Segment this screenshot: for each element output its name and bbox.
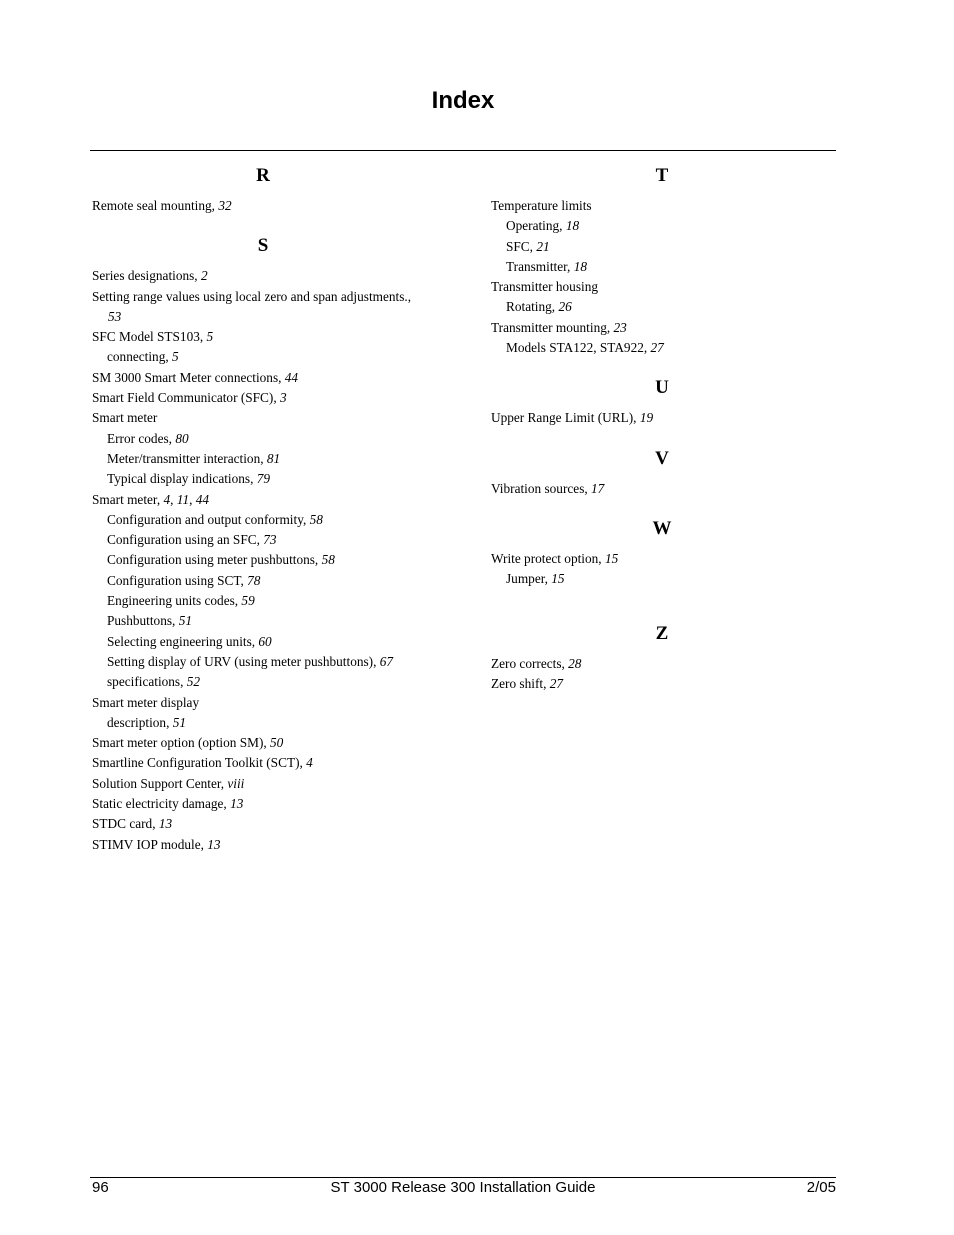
index-subentry: Configuration using an SFC, 73 — [107, 532, 277, 548]
index-subentry: Configuration using meter pushbuttons, 58 — [107, 552, 335, 568]
index-column-left — [92, 162, 462, 855]
index-entry: SFC Model STS103, 5 — [92, 329, 214, 345]
index-subentry: Setting display of URV (using meter pushbuttons), 67 — [107, 653, 394, 669]
index-entry: SM 3000 Smart Meter connections, 44 — [92, 369, 299, 385]
footer-page-number: 96 — [92, 1179, 109, 1196]
index-entry: Setting range values using local zero and span adjustments., 53 — [92, 288, 412, 324]
index-subentry: Jumper, 15 — [506, 571, 565, 587]
index-entry: Series designations, 2 — [92, 268, 208, 284]
footer-date: 2/05 — [806, 1179, 836, 1196]
header-rule — [90, 150, 836, 151]
index-entry: Zero shift, 27 — [491, 675, 564, 691]
index-entry: Static electricity damage, 13 — [92, 796, 244, 812]
letter-heading-z: Z — [655, 622, 669, 644]
index-subentry: Transmitter, 18 — [506, 258, 587, 274]
index-entry: STIMV IOP module, 13 — [92, 836, 221, 852]
index-subentry: connecting, 5 — [107, 349, 179, 365]
index-subentry: Rotating, 26 — [506, 299, 572, 315]
index-subentry: Models STA122, STA922, 27 — [506, 340, 664, 356]
index-subentry: Engineering units codes, 59 — [107, 593, 255, 609]
index-subentry: Meter/transmitter interaction, 81 — [107, 450, 281, 466]
index-entry: Smartline Configuration Toolkit (SCT), 4 — [92, 755, 313, 771]
index-entry: Smart meter display — [92, 694, 200, 710]
index-entry: Vibration sources, 17 — [491, 480, 605, 496]
index-subentry: SFC, 21 — [506, 238, 550, 254]
index-entry: Remote seal mounting, 32 — [92, 198, 232, 213]
index-entry: Smart Field Communicator (SFC), 3 — [92, 390, 287, 406]
letter-heading-u: U — [655, 377, 669, 399]
index-entry: Write protect option, 15 — [491, 550, 619, 566]
index-entry: Transmitter mounting, 23 — [491, 319, 627, 335]
index-entry: Smart meter — [92, 410, 158, 426]
index-subentry: Error codes, 80 — [107, 430, 189, 446]
letter-heading-s: S — [257, 235, 269, 257]
index-entry: Transmitter housing — [491, 279, 598, 295]
index-entry: Temperature limits — [491, 198, 592, 213]
letter-heading-w: W — [652, 517, 672, 539]
index-subentry: description, 51 — [107, 714, 187, 730]
index-subentry: Configuration and output conformity, 58 — [107, 511, 323, 527]
index-subentry: Selecting engineering units, 60 — [107, 633, 272, 649]
index-entry: Zero corrects, 28 — [491, 655, 582, 671]
index-entry: Smart meter option (option SM), 50 — [92, 735, 284, 751]
index-subentry: Typical display indications, 79 — [107, 471, 271, 487]
index-entry: Smart meter, 4, 11, 44 — [92, 491, 210, 507]
letter-heading-v: V — [655, 447, 669, 469]
page-title: Index — [431, 87, 495, 114]
index-column-right — [491, 162, 836, 694]
footer-doc-title: ST 3000 Release 300 Installation Guide — [330, 1179, 596, 1196]
index-subentry: Configuration using SCT, 78 — [107, 572, 261, 588]
letter-heading-t: T — [655, 165, 669, 186]
index-entry: Solution Support Center, viii — [92, 775, 245, 791]
letter-heading-r: R — [256, 165, 270, 186]
index-entry: STDC card, 13 — [92, 816, 173, 832]
index-entry: Upper Range Limit (URL), 19 — [491, 410, 654, 426]
index-subentry: Pushbuttons, 51 — [107, 613, 192, 629]
index-subentry: specifications, 52 — [107, 674, 201, 690]
index-subentry: Operating, 18 — [506, 218, 580, 234]
